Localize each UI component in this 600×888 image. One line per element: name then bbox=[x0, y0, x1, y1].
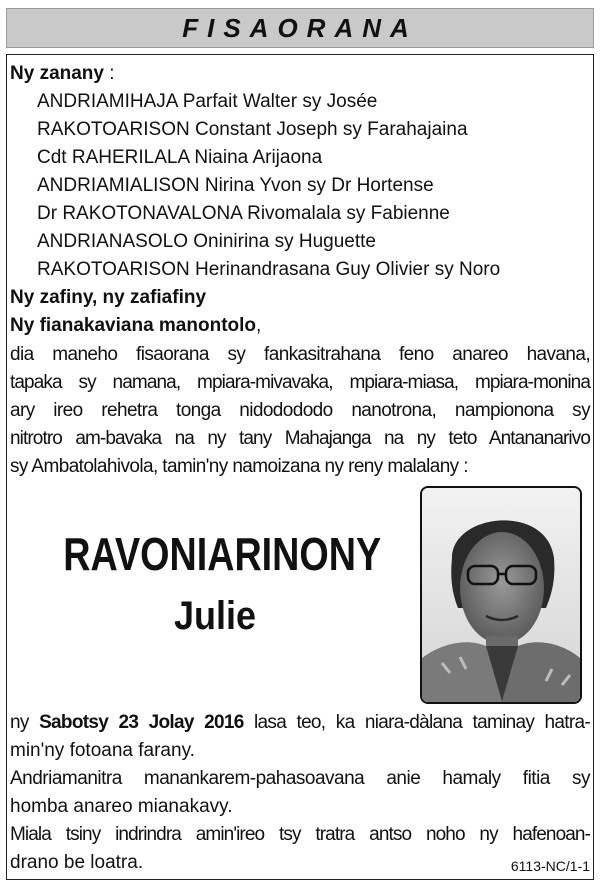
fianakaviana-label: Ny fianakaviana manontolo bbox=[10, 315, 257, 336]
closing-line-1 bbox=[10, 709, 590, 737]
paragraph-line: tapaka sy namana, mpiara-mivavaka, mpiara-miasa, mpiara-monina bbox=[10, 372, 590, 393]
closing-line-4: homba anareo mianakavy. bbox=[10, 796, 233, 817]
zanany-line bbox=[10, 60, 115, 88]
deceased-first-name: Julie bbox=[173, 594, 257, 638]
closing-line-2: min'ny fotoana farany. bbox=[10, 740, 195, 761]
zanany-colon: : bbox=[103, 63, 115, 84]
death-date: Sabotsy 23 Jolay 2016 bbox=[39, 712, 244, 733]
notice-reference: 6113-NC/1-1 bbox=[510, 858, 590, 874]
notice-header bbox=[6, 8, 594, 48]
zafiny-label: Ny zafiny, ny zafiafiny bbox=[10, 287, 207, 308]
paragraph-line: ary ireo rehetra tonga nidodododo nanotrona, nampionona sy bbox=[10, 400, 590, 421]
zanany-label: Ny zanany bbox=[10, 63, 104, 84]
closing-line-5: Miala tsiny indrindra amin'ireo tsy tratra antso noho ny hafenoan- bbox=[10, 824, 590, 845]
paragraph-line: sy Ambatolahivola, tamin'ny namoizana ny reny malalany : bbox=[10, 456, 468, 477]
zafiny-line bbox=[10, 284, 206, 312]
child-entry: Dr RAKOTONAVALONA Rivomalala sy Fabienne bbox=[37, 203, 450, 224]
notice-title: FISAORANA bbox=[182, 12, 418, 43]
paragraph-line: nitrotro am-bavaka na ny tany Mahajanga na ny teto Antananarivo bbox=[10, 428, 590, 449]
child-entry: ANDRIAMIALISON Nirina Yvon sy Dr Hortense bbox=[37, 175, 434, 196]
child-entry: RAKOTOARISON Herinandrasana Guy Olivier sy Noro bbox=[37, 259, 501, 280]
child-entry: RAKOTOARISON Constant Joseph sy Farahajaina bbox=[37, 119, 468, 140]
deceased-photo bbox=[420, 486, 582, 704]
child-entry: Cdt RAHERILALA Niaina Arijaona bbox=[37, 147, 323, 168]
deceased-surname: RAVONIARINONY bbox=[63, 528, 382, 580]
closing-rest: lasa teo, ka niara-dàlana taminay hatra- bbox=[243, 712, 590, 733]
closing-line-6: drano be loatra. bbox=[10, 852, 144, 873]
child-entry: ANDRIAMIHAJA Parfait Walter sy Josée bbox=[37, 91, 378, 112]
closing-line-3: Andriamanitra manankarem-pahasoavana anie hamaly fitia sy bbox=[10, 768, 590, 789]
paragraph-line: dia maneho fisaorana sy fankasitrahana feno anareo havana, bbox=[10, 344, 590, 365]
closing-ny: ny bbox=[10, 712, 40, 733]
portrait-illustration bbox=[422, 488, 580, 702]
child-entry: ANDRIANASOLO Oninirina sy Huguette bbox=[37, 231, 376, 252]
fianakaviana-comma: , bbox=[256, 315, 262, 336]
fianakaviana-line bbox=[10, 312, 261, 340]
